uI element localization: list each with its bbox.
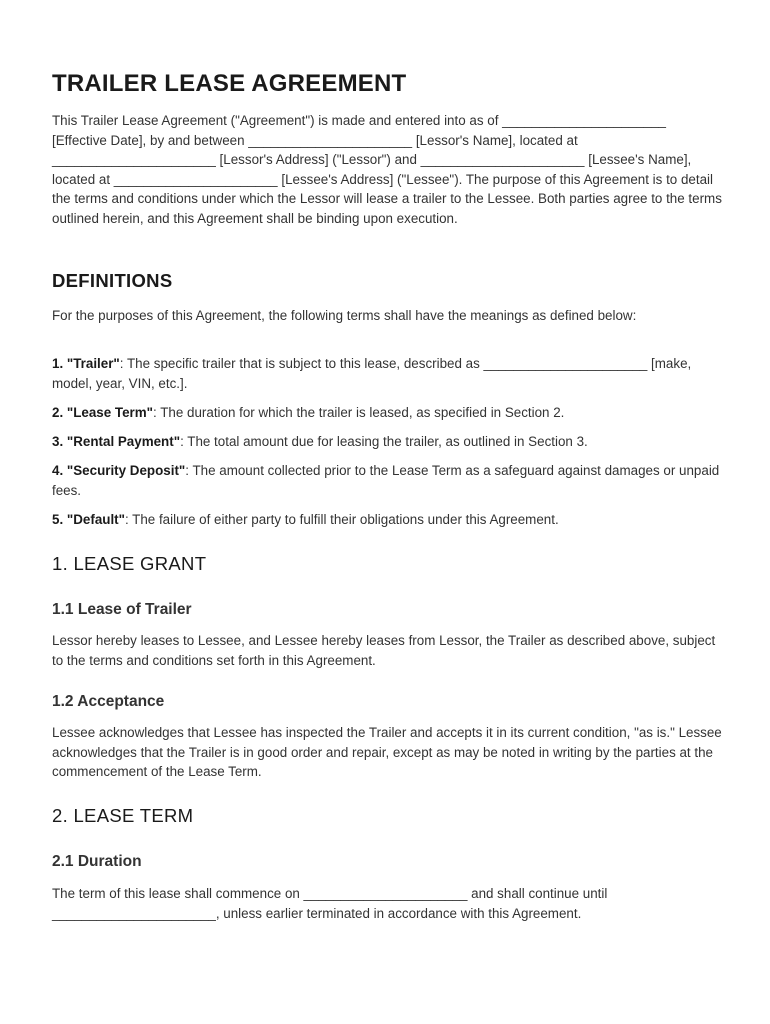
section-1-1-text: Lessor hereby leases to Lessee, and Lessee hereby leases from Lessor, the Trailer as described above, subject to the terms and conditions set forth in this Agreement. — [52, 633, 716, 668]
document-title: TRAILER LEASE AGREEMENT — [52, 70, 407, 97]
section-1-2-heading: 1.2 Acceptance — [52, 693, 165, 710]
definition-item — [52, 510, 724, 530]
definition-item — [52, 461, 724, 500]
definition-item — [52, 354, 724, 393]
section-2-1-text: The term of this lease shall commence on ______________________ and shall continue until ______________________, unless earlier terminated in accordance with this Agreement. — [52, 886, 608, 921]
definition-item — [52, 403, 724, 423]
definition-item — [52, 432, 724, 452]
definition-text: : The duration for which the trailer is leased, as specified in Section 2. — [153, 405, 565, 420]
section-2-1-heading: 2.1 Duration — [52, 853, 142, 870]
definition-term: 2. "Lease Term" — [52, 405, 154, 420]
definition-term: 3. "Rental Payment" — [52, 434, 181, 449]
definition-text: : The specific trailer that is subject to this lease, described as ______________________ [make, model, year, VIN, etc.]. — [52, 356, 692, 391]
section-1-2-text: Lessee acknowledges that Lessee has inspected the Trailer and accepts it in its current condition, "as is." Lessee acknowledges that the Trailer is in good order and repair, except as may be noted in writing by the parties at the commencement of the Lease Term. — [52, 725, 722, 780]
definitions-intro: For the purposes of this Agreement, the following terms shall have the meanings as defined below: — [52, 308, 637, 323]
definition-term: 4. "Security Deposit" — [52, 463, 186, 478]
section-1-heading: 1. LEASE GRANT — [52, 553, 207, 574]
section-1-1-heading: 1.1 Lease of Trailer — [52, 601, 192, 618]
definition-text: : The total amount due for leasing the trailer, as outlined in Section 3. — [180, 434, 588, 449]
definition-text: : The amount collected prior to the Lease Term as a safeguard against damages or unpaid fees. — [52, 463, 720, 498]
intro-paragraph: This Trailer Lease Agreement ("Agreement") is made and entered into as of ______________________ [Effective Date], by and between ______________________ [Lessor's Name], located at ______________________ [Lessor's Address] ("Lessor") and ______________________ [Lessee's Name], located at ______________________ [Lessee's Address] ("Lessee"). The purpose of this Agreement is to detail the terms and conditions under which the Lessor will lease a trailer to the Lessee. Both parties agree to the terms outlined herein, and this Agreement shall be binding upon execution. — [52, 113, 722, 226]
definition-term: 5. "Default" — [52, 512, 125, 527]
definition-term: 1. "Trailer" — [52, 356, 120, 371]
definitions-heading: DEFINITIONS — [52, 270, 173, 291]
definition-text: : The failure of either party to fulfill their obligations under this Agreement. — [124, 512, 559, 527]
section-2-heading: 2. LEASE TERM — [52, 805, 194, 826]
